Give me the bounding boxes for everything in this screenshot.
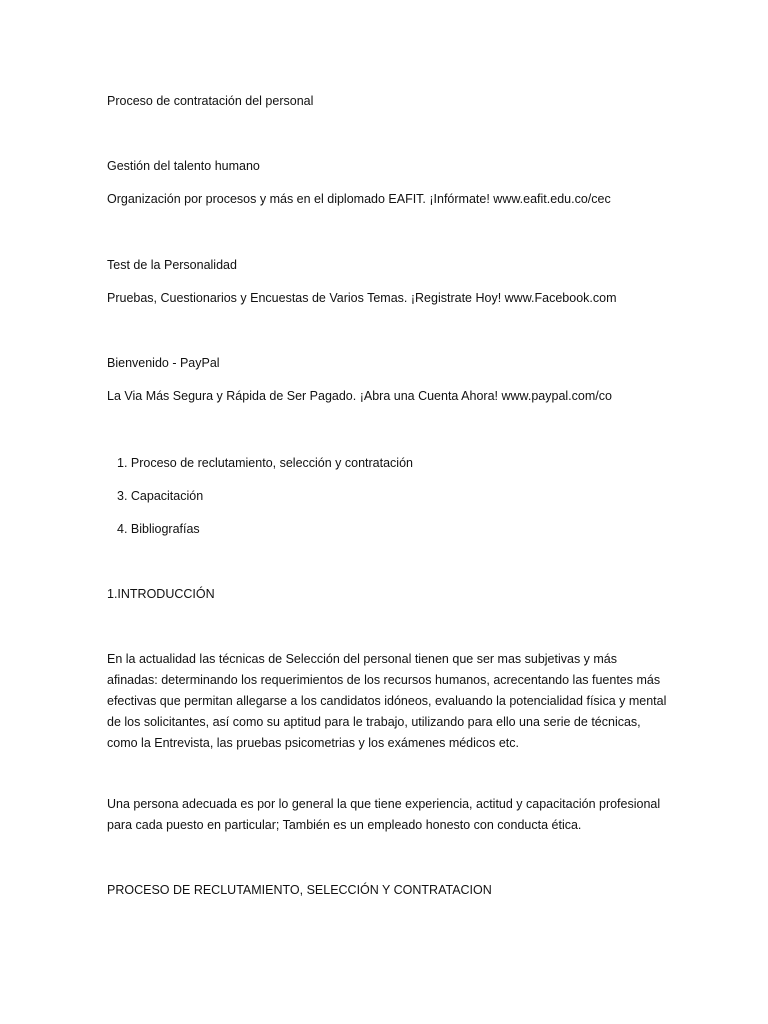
definition-paragraph: Una persona adecuada es por lo general la que tiene experiencia, actitud y capacitación profesional para cada puesto en particular; También es un empleado honesto con conducta ética. xyxy=(107,797,661,832)
toc-item-reclutamiento[interactable]: 1. Proceso de reclutamiento, selección y contratación xyxy=(117,456,413,470)
ad-text-personality-test[interactable]: Pruebas, Cuestionarios y Encuestas de Varios Temas. ¡Registrate Hoy! www.Facebook.com xyxy=(107,291,617,305)
intro-paragraph: En la actualidad las técnicas de Selección del personal tienen que ser mas subjetivas y más afinadas: determinando los requerimientos de los recursos humanos, acrecentando las fuentes más efectivas que permitan allegarse a los candidatos idóneos, evaluando la potencialidad física y mental de los solicitantes, así como su aptitud para le trabajo, utilizando para ello una serie de técnicas, como la Entrevista, las pruebas psicometrias y los exámenes médicos etc. xyxy=(107,652,667,750)
section-heading: PROCESO DE RECLUTAMIENTO, SELECCIÓN Y CONTRATACION xyxy=(107,883,492,897)
ad-headline-paypal[interactable]: Bienvenido - PayPal xyxy=(107,356,220,370)
intro-heading: 1.INTRODUCCIÓN xyxy=(107,587,215,601)
toc-item-capacitacion[interactable]: 3. Capacitación xyxy=(117,489,204,503)
ad-text-eafit[interactable]: Organización por procesos y más en el diplomado EAFIT. ¡Infórmate! www.eafit.edu.co/cec xyxy=(107,192,611,206)
ad-headline-eafit[interactable]: Gestión del talento humano xyxy=(107,159,260,173)
document-title: Proceso de contratación del personal xyxy=(107,94,314,108)
toc-item-bibliografias[interactable]: 4. Bibliografías xyxy=(117,522,200,536)
ad-headline-personality-test[interactable]: Test de la Personalidad xyxy=(107,258,237,272)
ad-text-paypal[interactable]: La Via Más Segura y Rápida de Ser Pagado. ¡Abra una Cuenta Ahora! www.paypal.com/co xyxy=(107,389,612,403)
